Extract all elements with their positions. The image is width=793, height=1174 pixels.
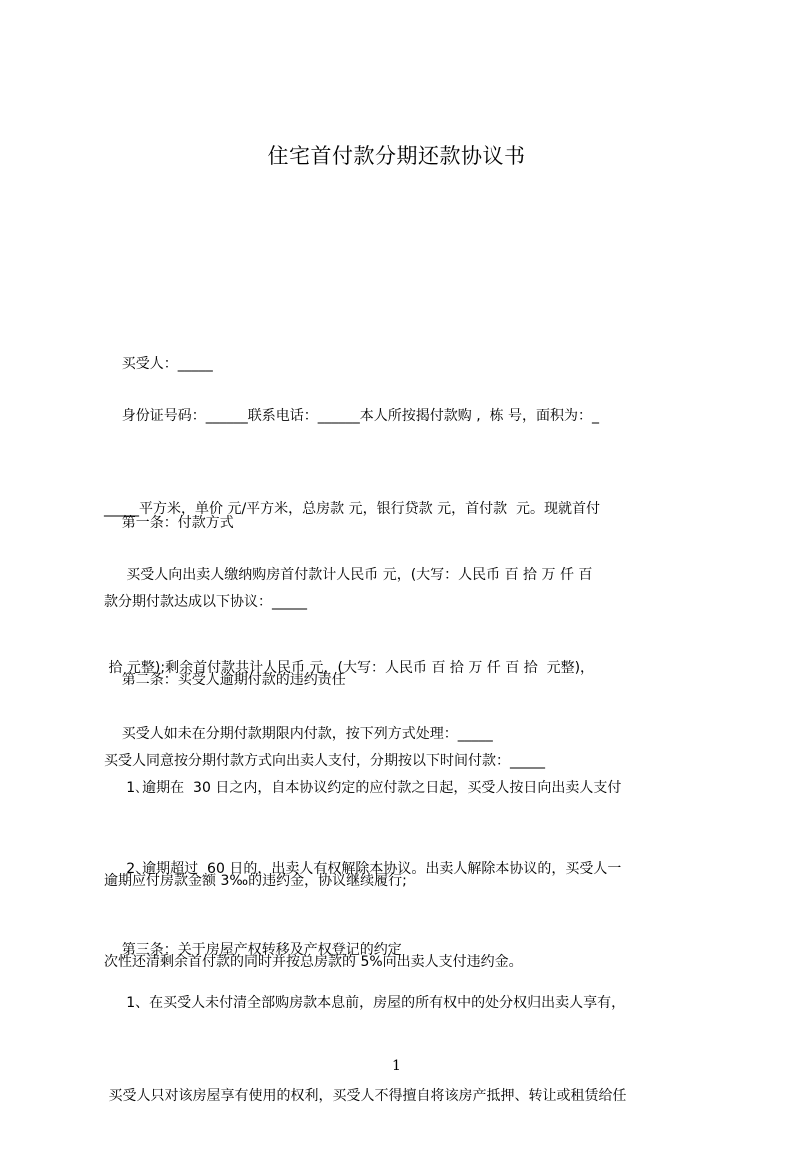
text-line: 身份证号码：______联系电话：______本人所按揭付款购 , 栋 号，面积为：_ [104, 408, 600, 424]
page-number: 1 [392, 1058, 401, 1074]
text-line: 次性还清剩余首付款的同时并按总房款的 5%向出卖人支付违约金。 [104, 954, 523, 970]
text-line: 买受人同意按分期付款方式向出卖人支付，分期按以下时间付款：_____ [104, 753, 545, 769]
text-line: 第二条：买受人逾期付款的违约责任 [104, 672, 346, 688]
text-line: 逾期应付房款金额 3‰的违约金，协议继续履行; [104, 873, 407, 889]
text-line: 买受人如未在分期付款期限内付款，按下列方式处理：_____ [104, 726, 493, 742]
text-line: _____平方米，单价 元/平方米，总房款 元，银行贷款 元，首付款 元。现就首付 [104, 501, 600, 517]
text-line: 1、在买受人未付清全部购房款本息前，房屋的所有权中的处分权归出卖人享有， [104, 995, 626, 1011]
text-line: 买受人：_____ [104, 356, 213, 372]
text-line: 第三条：关于房屋产权转移及产权登记的约定 [104, 942, 402, 958]
paragraph-title-transfer [104, 926, 698, 1174]
document-title: 住宅首付款分期还款协议书 [267, 144, 526, 168]
text-line: 拾 元整);剩余首付款共计人民币 元，(大写：人民币 百 拾 万 仟 百 拾 元整)， [104, 660, 595, 676]
text-line: 第一条：付款方式 [104, 515, 234, 531]
text-line: 2､逾期超过 60 日的，出卖人有权解除本协议。出卖人解除本协议的，买受人一 [104, 861, 622, 877]
text-line: 款分期付款达成以下协议：_____ [104, 594, 307, 610]
text-line: 1､逾期在 30 日之内，自本协议约定的应付款之日起，买受人按日向出卖人支付 [104, 780, 622, 796]
text-line: 买受人向出卖人缴纳购房首付款计人民币 元，(大写：人民币 百 拾 万 仟 百 [104, 567, 593, 583]
text-line: 买受人只对该房屋享有使用的权利，买受人不得擅自将该房产抵押、转让或租赁给任 [104, 1088, 627, 1104]
